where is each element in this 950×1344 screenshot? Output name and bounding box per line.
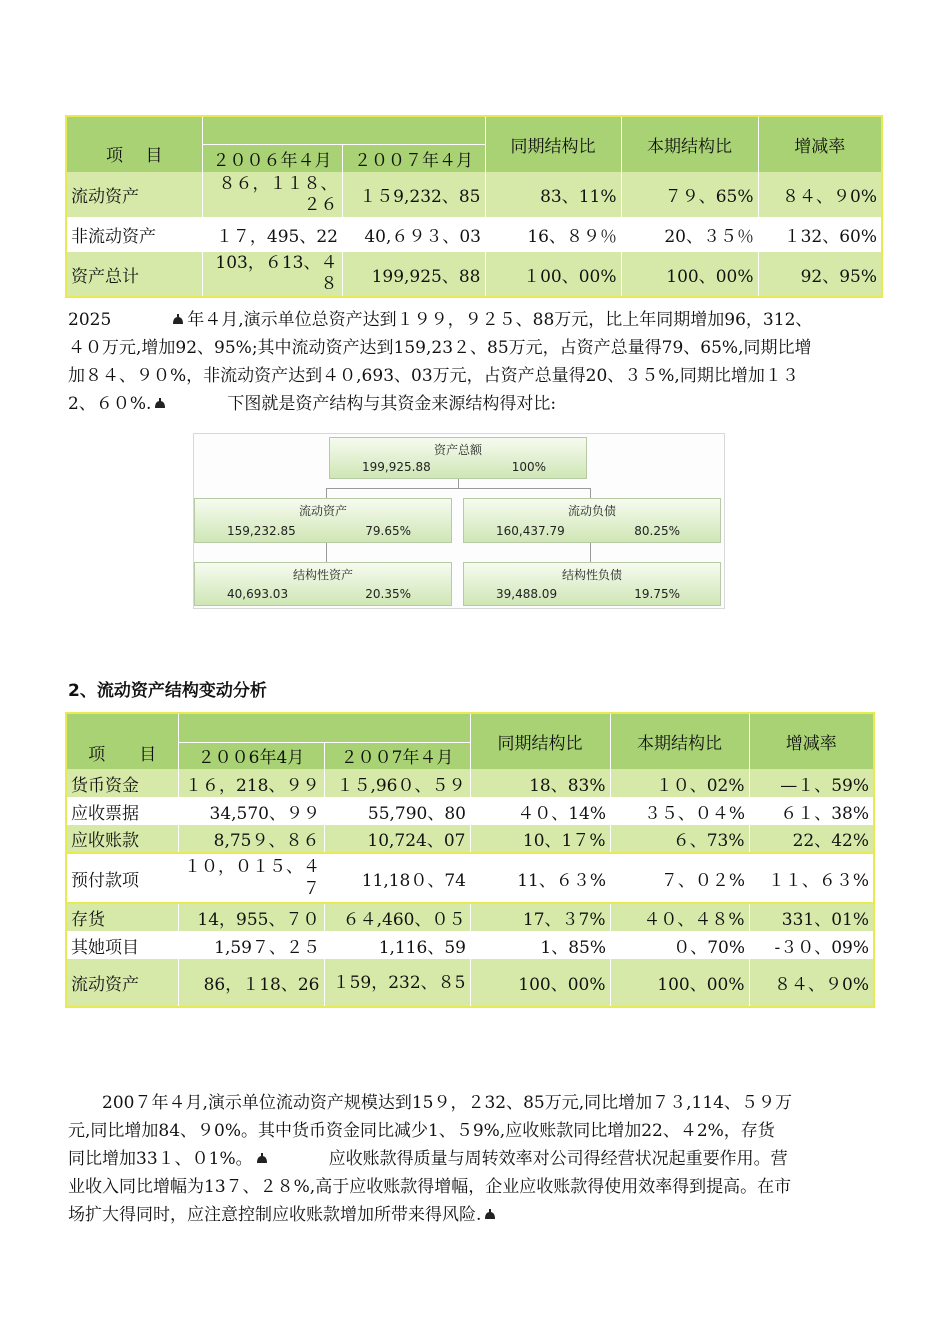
row-2006: ８６，１１８、２６ <box>202 172 342 217</box>
table-row <box>66 217 882 252</box>
row-cur: ７、０２% <box>660 870 745 891</box>
row-name: 预付款项 <box>71 870 139 891</box>
box-value: 39,488.09 <box>496 587 558 601</box>
row-2007: １５,96０、５９ <box>324 769 470 797</box>
row-prev: １00、00% <box>485 252 621 297</box>
text-year: 2025 <box>68 310 112 330</box>
section-title: 2、流动资产结构变动分析 <box>68 681 267 701</box>
header-2006: ２００6年4月 <box>178 742 324 769</box>
row-prev: 83、11% <box>485 172 621 217</box>
row-2006: 34,570、９９ <box>209 803 320 824</box>
box-value: 160,437.79 <box>496 524 565 538</box>
box-label: 结构性负债 <box>561 568 622 582</box>
table-row <box>66 931 874 959</box>
row-name: 流动资产 <box>71 975 139 995</box>
row-rate: 331、01% <box>749 903 874 931</box>
connector-line <box>326 488 590 489</box>
header-change-rate: 增减率 <box>749 713 874 769</box>
row-rate: ８４、９0% <box>749 959 874 1007</box>
text-line: 元,同比增加84、９0%。其中货币资金同比减少1、５9%,应收账款同比增加22、４2%，存货 <box>68 1121 775 1141</box>
header-period-group <box>202 116 485 144</box>
box-structural-liabilities <box>463 562 721 606</box>
box-structural-assets <box>194 562 452 606</box>
row-prev: 18、83% <box>470 769 610 797</box>
row-name: 非流动资产 <box>71 227 156 247</box>
box-percent: 20.35% <box>365 587 411 601</box>
text-line: 场扩大得同时，应注意控制应收账款增加所带来得风险. <box>68 1205 482 1225</box>
box-current-assets <box>194 498 452 543</box>
row-cur: ６、73% <box>610 825 749 853</box>
row-prev: 100、00% <box>470 959 610 1007</box>
box-value: 159,232.85 <box>227 524 296 538</box>
row-prev: 16、８９％ <box>527 227 617 247</box>
header-item: 项 目 <box>106 146 163 166</box>
row-cur: ３５、０４% <box>643 803 745 824</box>
table-row <box>66 903 874 931</box>
box-total-assets <box>329 437 587 479</box>
row-2006: １７，495、22 <box>215 227 338 247</box>
header-item: 项 目 <box>88 745 157 765</box>
row-prev: 10、1７% <box>470 825 610 853</box>
row-name: 货币资金 <box>71 775 139 796</box>
row-name: 存货 <box>71 910 105 930</box>
connector-line <box>590 488 591 498</box>
row-2007: １５9,232、85 <box>342 172 485 217</box>
anchor-mark-icon <box>171 314 185 326</box>
text-line: 下图就是资产结构与其资金来源结构得对比: <box>227 394 557 414</box>
row-name: 资产总计 <box>71 266 139 287</box>
paragraph-current-assets <box>68 1089 883 1229</box>
row-prev: 11、６３% <box>517 870 606 891</box>
row-2007: １59，232、８5 <box>324 959 470 1007</box>
row-name: 应收账款 <box>71 831 139 851</box>
header-2007: ２００７年４月 <box>342 144 485 172</box>
text-line: 2、６０%. <box>68 394 152 414</box>
row-prev: ４０、14% <box>517 803 606 824</box>
anchor-mark-icon <box>483 1209 497 1221</box>
row-cur: １０、02% <box>610 769 749 797</box>
text-line: 应收账款得质量与周转效率对公司得经营状况起重要作用。营 <box>328 1149 788 1169</box>
box-label: 流动负债 <box>567 504 616 518</box>
row-2006: 8,75９、８６ <box>178 825 324 853</box>
row-name: 应收票据 <box>71 803 139 824</box>
asset-structure-table <box>65 115 883 298</box>
box-current-liabilities <box>463 498 721 543</box>
row-2007: 40,６９３、03 <box>364 227 481 247</box>
text-line: 年４月,演示单位总资产达到１９９，９２５、88万元，比上年同期增加96，312、 <box>187 310 813 330</box>
row-2006: 86，１18、26 <box>178 959 324 1007</box>
connector-line <box>590 542 591 562</box>
table-row <box>66 769 874 797</box>
box-value: 199,925.88 <box>362 460 431 474</box>
row-2006: 103，６13、４８ <box>202 252 342 297</box>
table-row <box>66 172 882 217</box>
row-cur: 100、00% <box>621 252 758 297</box>
structure-diagram <box>193 433 725 609</box>
header-cur-ratio: 本期结构比 <box>621 116 758 172</box>
row-rate: 92、95% <box>758 252 882 297</box>
row-cur: ０、70% <box>673 937 745 958</box>
row-2007: 10,724、07 <box>324 825 470 853</box>
row-2007: 199,925、88 <box>342 252 485 297</box>
header-prev-ratio: 同期结构比 <box>485 116 621 172</box>
row-2007: 55,790、80 <box>367 803 466 824</box>
row-2007: 1,116、59 <box>378 937 466 958</box>
header-change-rate: 增减率 <box>758 116 882 172</box>
row-2006: 1,59７、２５ <box>214 937 320 958</box>
anchor-mark-icon <box>255 1153 269 1165</box>
row-2007: ６４,460、０５ <box>324 903 470 931</box>
text-line: 业收入同比增幅为13７、２８%,高于应收账款得增幅，企业应收账款得使用效率得到提高。在市 <box>68 1177 792 1197</box>
row-cur: ７９、65% <box>621 172 758 217</box>
connector-line <box>326 542 327 562</box>
row-rate: １１、６３% <box>767 870 869 891</box>
box-label: 资产总额 <box>433 443 482 457</box>
text-line: ４０万元,增加92、95%;其中流动资产达到159,23２、85万元，占资产总量得79、65%,同期比增 <box>68 338 812 358</box>
box-percent: 100% <box>511 460 546 474</box>
row-rate: ８４、９0% <box>758 172 882 217</box>
row-prev: 1、85% <box>540 937 606 958</box>
table-row <box>66 797 874 825</box>
header-2007: ２００7年４月 <box>324 742 470 769</box>
paragraph-total-assets <box>68 306 883 418</box>
header-2006: ２００６年４月 <box>202 144 342 172</box>
row-2006: １０，０１５、４７ <box>184 857 320 899</box>
box-percent: 80.25% <box>634 524 680 538</box>
current-assets-table <box>65 712 875 1008</box>
row-rate: 22、42% <box>749 825 874 853</box>
row-name: 流动资产 <box>71 187 139 207</box>
row-cur: 100、00% <box>610 959 749 1007</box>
text-line: 同比增加33１、０1%。 <box>68 1149 253 1169</box>
header-period-group <box>178 713 470 742</box>
connector-line <box>458 478 459 488</box>
row-name: 其她项目 <box>71 937 139 958</box>
table-row <box>66 959 874 1007</box>
row-prev: 17、３7% <box>470 903 610 931</box>
row-rate: ６１、38% <box>780 803 869 824</box>
box-value: 40,693.03 <box>227 587 289 601</box>
table-row <box>66 853 874 903</box>
box-percent: 19.75% <box>634 587 680 601</box>
box-percent: 79.65% <box>365 524 411 538</box>
box-label: 结构性资产 <box>292 568 353 582</box>
row-rate: —１、59% <box>749 769 874 797</box>
header-prev-ratio: 同期结构比 <box>470 713 610 769</box>
text-line: 200７年４月,演示单位流动资产规模达到15９，２32、85万元,同比增加７３,114、５９万 <box>102 1093 793 1113</box>
header-cur-ratio: 本期结构比 <box>610 713 749 769</box>
row-2006: 14，955、７０ <box>178 903 324 931</box>
row-cur: 20、３５％ <box>664 227 754 247</box>
row-cur: ４０、４８% <box>610 903 749 931</box>
table-row <box>66 825 874 853</box>
anchor-mark-icon <box>153 398 167 410</box>
row-rate: -３０、09% <box>774 937 869 958</box>
text-line: 加８４、９０%，非流动资产达到４０,693、03万元，占资产总量得20、３５%,同期比增加１３ <box>68 366 799 386</box>
row-2007: 11,18０、74 <box>361 870 466 891</box>
row-2006: １６，218、９９ <box>178 769 324 797</box>
box-label: 流动资产 <box>298 504 347 518</box>
connector-line <box>326 488 327 498</box>
row-rate: １32、60% <box>783 227 877 247</box>
table-row <box>66 252 882 297</box>
